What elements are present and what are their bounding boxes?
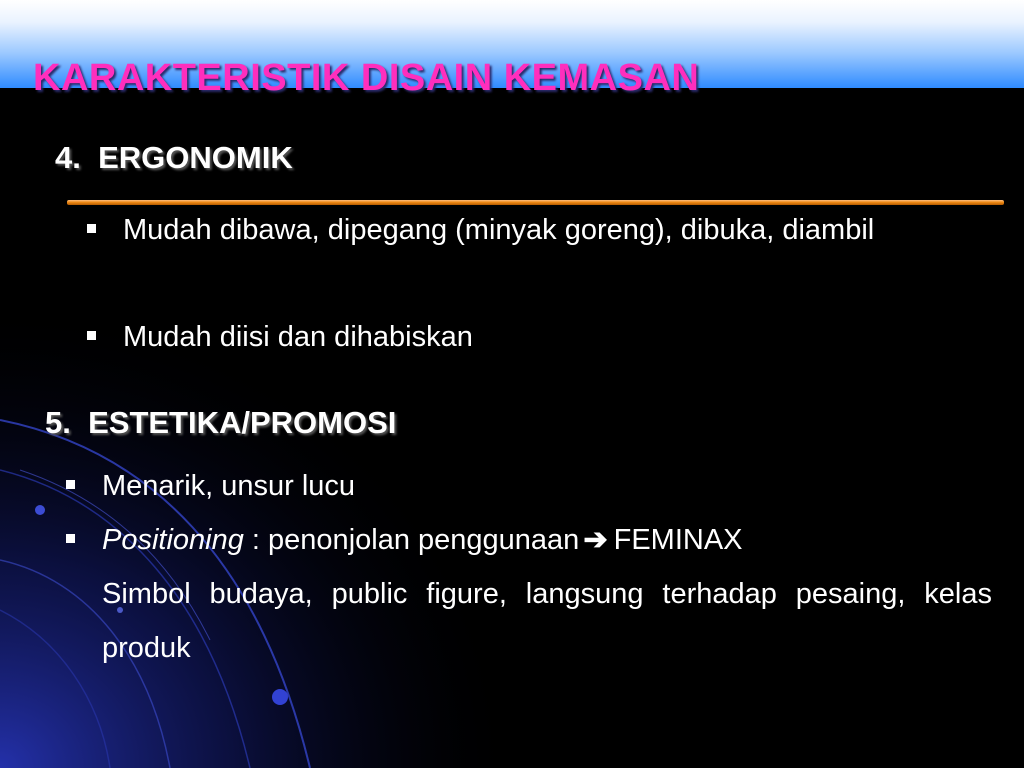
positioning-text: : penonjolan penggunaan xyxy=(243,524,580,556)
bullet-icon xyxy=(66,480,75,489)
estetika-item-2 xyxy=(102,513,743,567)
ergonomik-item-1: Mudah dibawa, dipegang (minyak goreng), dibuka, diambil xyxy=(123,214,875,246)
section-4-title: ERGONOMIK xyxy=(98,140,293,175)
estetika-item-1: Menarik, unsur lucu xyxy=(102,470,356,502)
section-4-number: 4. xyxy=(55,140,81,175)
arrow-right-icon: ➔ xyxy=(583,524,608,556)
ergonomik-item-2: Mudah diisi dan dihabiskan xyxy=(123,321,473,353)
positioning-term: Positioning xyxy=(102,524,244,556)
section-5-heading xyxy=(45,405,396,441)
section-5-number: 5. xyxy=(45,405,71,440)
bullet-icon xyxy=(87,331,96,340)
slide-title: KARAKTERISTIK DISAIN KEMASAN xyxy=(33,57,700,99)
feminax-text: FEMINAX xyxy=(613,524,743,556)
estetika-item-2-continuation: Simbol budaya, public figure, langsung terhadap pesaing, kelas produk xyxy=(102,578,992,664)
bullet-icon xyxy=(66,534,75,543)
bullet-icon xyxy=(87,224,96,233)
section-5-title: ESTETIKA/PROMOSI xyxy=(88,405,397,440)
section-4-heading xyxy=(55,140,293,176)
